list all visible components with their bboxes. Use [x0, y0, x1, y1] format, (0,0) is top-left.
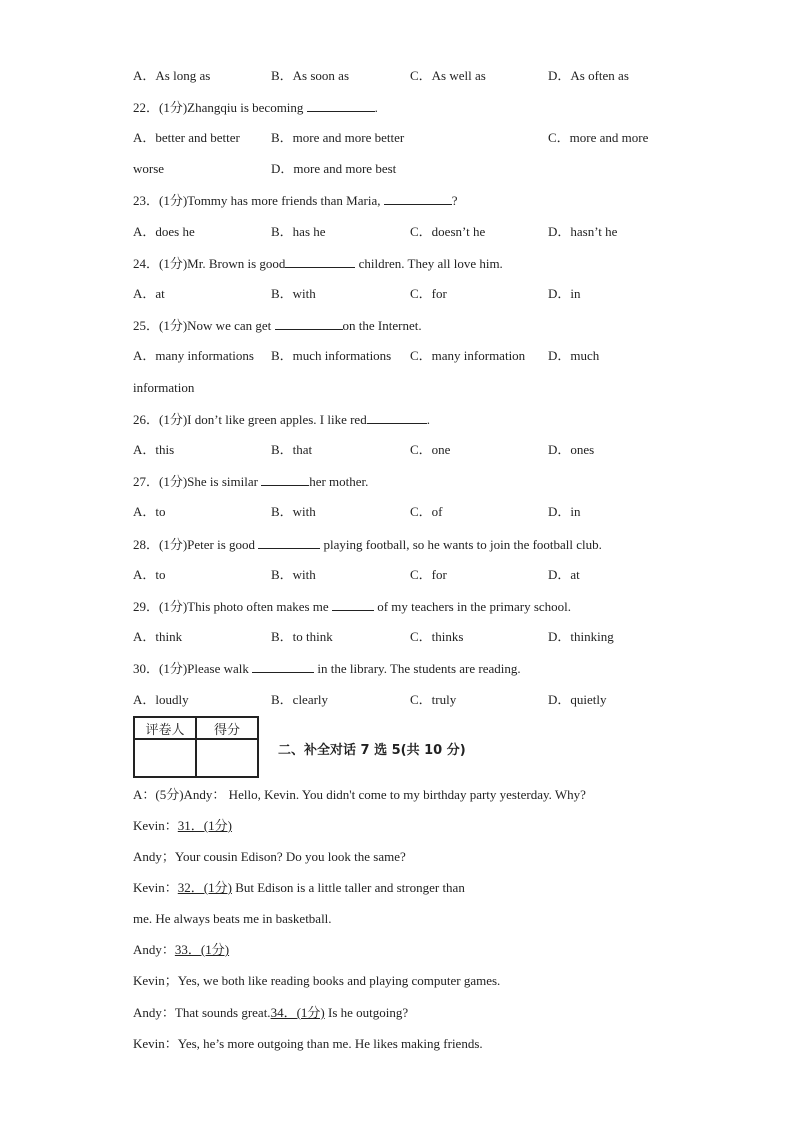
- score-table: [133, 716, 259, 778]
- q25-option-a: A．many informations: [133, 348, 254, 363]
- q27-stem-text: 27．(1分)She is similar: [133, 474, 262, 489]
- q22-option-c-cont: worse: [133, 161, 165, 176]
- dialogue-line-8: [133, 1005, 408, 1021]
- q23-stem: [133, 192, 458, 209]
- q23-stem-text: 23．(1分)Tommy has more friends than Maria,: [133, 193, 384, 208]
- score-table-grader-cell: [134, 739, 196, 777]
- question-33-marker: 33．(1分): [174, 942, 230, 957]
- answer-blank: [285, 255, 355, 268]
- q28-option-c: C．for: [410, 567, 447, 582]
- dialogue-speaker: Kevin：: [133, 818, 178, 833]
- q25-stem-text: 25．(1分)Now we can get: [133, 318, 275, 333]
- q26-stem: [133, 411, 430, 428]
- q24-option-c: C．for: [410, 286, 447, 301]
- q26-stem-end: .: [426, 412, 430, 427]
- score-table-grader-header: 评卷人: [134, 717, 196, 739]
- q27-stem: [133, 473, 368, 490]
- score-table-score-cell: [196, 739, 258, 777]
- q21-option-c: C．As well as: [410, 68, 486, 83]
- q27-option-a: A．to: [133, 504, 166, 519]
- q21-option-a: A．As long as: [133, 68, 211, 83]
- q30-option-a: A．loudly: [133, 692, 189, 707]
- dialogue-speaker: Andy：: [133, 942, 175, 957]
- q24-stem: [133, 255, 503, 272]
- q23-stem-end: ?: [451, 193, 458, 208]
- q30-option-d: D．quietly: [548, 692, 607, 707]
- q22-stem-text: 22．(1分)Zhangqiu is becoming: [133, 100, 307, 115]
- q23-option-c: C．doesn’t he: [410, 224, 486, 239]
- q28-option-d: D．at: [548, 567, 580, 582]
- q24-option-d: D．in: [548, 286, 581, 301]
- q25-option-c: C．many information: [410, 348, 526, 363]
- answer-blank: [384, 192, 452, 205]
- dialogue-line-2: [133, 818, 232, 834]
- q21-option-d: D．As often as: [548, 68, 629, 83]
- answer-blank: [258, 536, 320, 549]
- q25-option-b: B．much informations: [271, 348, 392, 363]
- q29-option-c: C．thinks: [410, 629, 464, 644]
- q22-option-d: D．more and more best: [271, 161, 397, 176]
- question-32-marker: 32．(1分): [177, 880, 232, 895]
- q27-option-d: D．in: [548, 504, 581, 519]
- q30-option-c: C．truly: [410, 692, 457, 707]
- q22-option-c: C．more and more: [548, 130, 649, 145]
- question-34-marker: 34．(1分): [270, 1005, 325, 1020]
- q30-stem-text: 30．(1分)Please walk: [133, 661, 253, 676]
- question-31-marker: 31．(1分): [177, 818, 232, 833]
- dialogue-text: Is he outgoing?: [324, 1005, 409, 1020]
- dialogue-speaker: Kevin：: [133, 880, 178, 895]
- answer-blank: [261, 473, 309, 486]
- q25-stem-end: on the Internet.: [342, 318, 422, 333]
- q25-option-d-cont: information: [133, 380, 195, 395]
- q23-option-a: A．does he: [133, 224, 195, 239]
- dialogue-line-4: [133, 880, 465, 896]
- q26-option-c: C．one: [410, 442, 451, 457]
- q24-option-b: B．with: [271, 286, 316, 301]
- q29-option-a: A．think: [133, 629, 183, 644]
- q24-stem-end: children. They all love him.: [355, 256, 503, 271]
- q28-stem: [133, 536, 602, 553]
- q22-stem-end: .: [374, 100, 378, 115]
- dialogue-line-6: [133, 942, 229, 958]
- q25-stem: [133, 317, 422, 334]
- answer-blank: [367, 411, 427, 424]
- q22-option-a: A．better and better: [133, 130, 240, 145]
- q29-stem-text: 29．(1分)This photo often makes me: [133, 599, 332, 614]
- dialogue-text: Andy：That sounds great.: [133, 1005, 271, 1020]
- q28-option-a: A．to: [133, 567, 166, 582]
- q29-option-d: D．thinking: [548, 629, 614, 644]
- dialogue-line-9: Kevin：Yes, he’s more outgoing than me. He likes making friends.: [133, 1036, 483, 1051]
- q26-option-d: D．ones: [548, 442, 595, 457]
- q28-stem-end: playing football, so he wants to join the football club.: [320, 537, 602, 552]
- answer-blank: [332, 598, 374, 611]
- q30-option-b: B．clearly: [271, 692, 329, 707]
- q27-option-c: C．of: [410, 504, 443, 519]
- q30-stem: [133, 660, 521, 677]
- q21-option-b: B．As soon as: [271, 68, 350, 83]
- dialogue-line-3: Andy；Your cousin Edison? Do you look the same?: [133, 849, 406, 864]
- score-table-score-header: 得分: [196, 717, 258, 739]
- answer-blank: [252, 660, 314, 673]
- q29-stem-end: of my teachers in the primary school.: [373, 599, 572, 614]
- q29-option-b: B．to think: [271, 629, 333, 644]
- q24-stem-text: 24．(1分)Mr. Brown is good: [133, 256, 286, 271]
- dialogue-line-5: me. He always beats me in basketball.: [133, 911, 332, 926]
- q24-option-a: A．at: [133, 286, 165, 301]
- answer-blank: [275, 317, 343, 330]
- q26-option-a: A．this: [133, 442, 175, 457]
- q27-stem-end: her mother.: [309, 474, 369, 489]
- q22-stem: [133, 99, 378, 116]
- q23-option-b: B．has he: [271, 224, 326, 239]
- q25-option-d: D．much: [548, 348, 600, 363]
- q27-option-b: B．with: [271, 504, 316, 519]
- q26-stem-text: 26．(1分)I don’t like green apples. I like red: [133, 412, 367, 427]
- q22-option-b: B．more and more better: [271, 130, 405, 145]
- q26-option-b: B．that: [271, 442, 313, 457]
- dialogue-line-1: A：(5分)Andy： Hello, Kevin. You didn't come to my birthday party yesterday. Why?: [133, 787, 586, 802]
- dialogue-text: But Edison is a little taller and stronger than: [231, 880, 465, 895]
- answer-blank: [307, 99, 375, 112]
- q23-option-d: D．hasn’t he: [548, 224, 618, 239]
- dialogue-line-7: Kevin；Yes, we both like reading books and playing computer games.: [133, 973, 501, 988]
- section-title: 二、补全对话 7 选 5(共 10 分): [278, 743, 466, 758]
- q28-stem-text: 28．(1分)Peter is good: [133, 537, 259, 552]
- q30-stem-end: in the library. The students are reading.: [314, 661, 521, 676]
- q28-option-b: B．with: [271, 567, 316, 582]
- q29-stem: [133, 598, 571, 615]
